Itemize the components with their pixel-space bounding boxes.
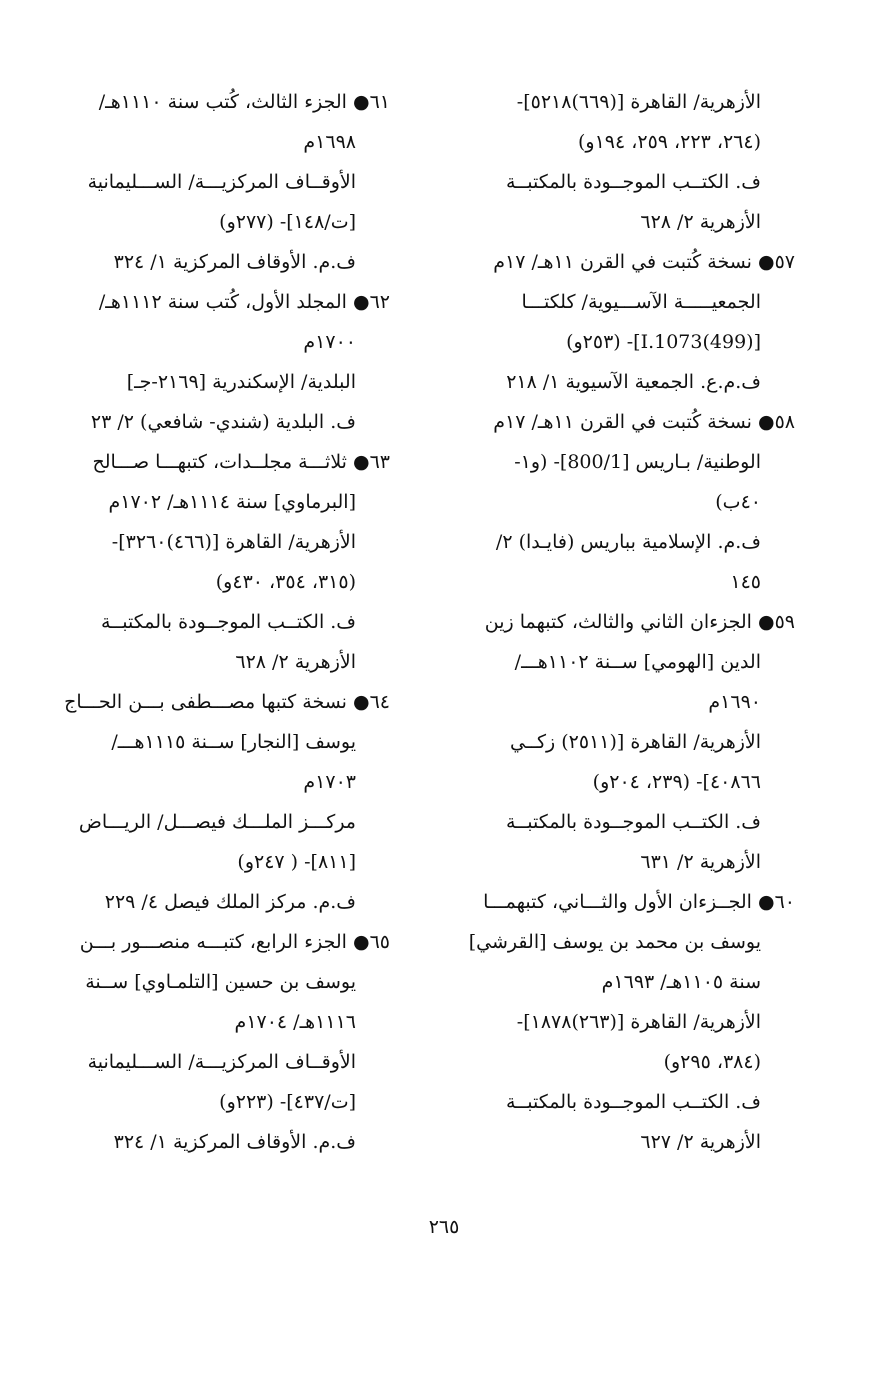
entry-line: [٨١١]- ( ٢٤٧و) <box>237 851 356 873</box>
entry-line: (٢٦٤، ٢٢٣، ٢٥٩، ١٩٤و) <box>577 131 761 153</box>
entry-line: (٣١٥، ٣٥٤، ٤٣٠و) <box>215 571 356 593</box>
entry-line: الأزهرية/ القاهرة [(٢٥١١) زكــي <box>510 731 761 753</box>
entry-heading: ٦٢● المجلد الأول، كُتب سنة ١١١٢هـ/ <box>98 291 390 313</box>
entry-line: ١٧٠٣م <box>303 771 356 793</box>
entry-line: يوسف [النجار] ســنة ١١١٥هـــ/ <box>111 731 356 753</box>
entry-heading: ٦٠● الجــزءان الأول والثـــاني، كتبهمـــا <box>483 891 795 913</box>
entry-line: ف. الكتــب الموجــودة بالمكتبــة <box>505 1091 761 1113</box>
entry-line: الأزهرية ٢/ ٦٢٨ <box>640 211 761 233</box>
entry-line: ف.م. الأوقاف المركزية ١/ ٣٢٤ <box>113 1131 356 1153</box>
entry-line: ف.م. الأوقاف المركزية ١/ ٣٢٤ <box>113 251 356 273</box>
entry-line: ٤٠ب) <box>715 491 761 513</box>
entry-line: الأوقــاف المركزيـــة/ الســـليمانية <box>87 171 356 193</box>
entry-line: ف. البلدية (شندي- شافعي) ٢/ ٢٣ <box>90 411 356 433</box>
entry-heading: ٦٤● نسخة كتبها مصـــطفى بـــن الحـــاج <box>64 691 390 713</box>
entry-line: ف.م. الإسلامية بباريس (فايـدا) ٢/ <box>495 531 761 553</box>
entry-line: ف.م.ع. الجمعية الآسيوية ١/ ٢١٨ <box>506 371 761 393</box>
entry-line: ف. الكتــب الموجــودة بالمكتبــة <box>505 171 761 193</box>
entry-line: يوسف بن حسين [التلمـاوي] ســنة <box>85 971 356 993</box>
entry-line: الأزهرية/ القاهرة [(٦٦٩)٥٢١٨]- <box>516 91 761 113</box>
left-column <box>40 82 390 1162</box>
entry-heading: ٦٥● الجزء الرابع، كتبـــه منصـــور بـــن <box>79 931 390 953</box>
entry-heading: ٦٣● ثلاثـــة مجلــدات، كتبهـــا صـــالح <box>92 451 390 473</box>
right-column <box>445 82 795 1162</box>
entry-line: الأزهرية ٢/ ٦٣١ <box>640 851 761 873</box>
entry-line: ٤٠٨٦٦]- (٢٣٩، ٢٠٤و) <box>592 771 761 793</box>
entry-line: الأزهرية ٢/ ٦٢٧ <box>640 1131 761 1153</box>
entry-line: ١٦٩٠م <box>708 691 761 713</box>
entry-line: ١٦٩٨م <box>303 131 356 153</box>
entry-line: سنة ١١٠٥هـ/ ١٦٩٣م <box>601 971 761 993</box>
entry-line: ١١١٦هـ/ ١٧٠٤م <box>234 1011 356 1033</box>
entry-line: البلدية/ الإسكندرية [٢١٦٩-جـ] <box>126 371 356 393</box>
entry-line: ف.م. مركز الملك فيصل ٤/ ٢٢٩ <box>104 891 356 913</box>
entry-line: يوسف بن محمد بن يوسف [القرشي] <box>468 931 761 953</box>
page-number: ٢٦٥ <box>428 1216 460 1238</box>
entry-line: [I.1073(499)]- (٢٥٣و) <box>566 331 761 353</box>
entry-line: [ت/١٤٨]- (٢٧٧و) <box>219 211 356 233</box>
entry-line: (٣٨٤، ٢٩٥و) <box>663 1051 761 1073</box>
entry-heading: ٥٧● نسخة كُتبت في القرن ١١هـ/ ١٧م <box>493 251 795 273</box>
entry-heading: ٥٩● الجزءان الثاني والثالث، كتبهما زين <box>484 611 795 633</box>
entry-line: الدين [الهومي] ســنة ١١٠٢هـــ/ <box>514 651 761 673</box>
entry-line: ١٧٠٠م <box>303 331 356 353</box>
entry-line: الأزهرية/ القاهرة [(٤٦٦)٣٢٦٠]- <box>111 531 356 553</box>
entry-heading: ٥٨● نسخة كُتبت في القرن ١١هـ/ ١٧م <box>493 411 795 433</box>
entry-line: [ت/٤٣٧]- (٢٢٣و) <box>219 1091 356 1113</box>
entry-line: الأزهرية/ القاهرة [(٢٦٣)١٨٧٨]- <box>516 1011 761 1033</box>
entry-heading: ٦١● الجزء الثالث، كُتب سنة ١١١٠هـ/ <box>98 91 390 113</box>
entry-line: ف. الكتــب الموجــودة بالمكتبــة <box>100 611 356 633</box>
entry-line: الجمعيـــــة الآســـيوية/ كلكتـــا <box>521 291 761 313</box>
entry-line: الوطنية/ بـاريس [800/1]- (و١- <box>514 451 761 473</box>
entry-line: ١٤٥ <box>730 571 761 593</box>
entry-line: الأوقــاف المركزيـــة/ الســـليمانية <box>87 1051 356 1073</box>
entry-line: الأزهرية ٢/ ٦٢٨ <box>235 651 356 673</box>
entry-line: ف. الكتــب الموجــودة بالمكتبــة <box>505 811 761 833</box>
entry-line: [البرماوي] سنة ١١١٤هـ/ ١٧٠٢م <box>108 491 356 513</box>
entry-line: مركـــز الملـــك فيصـــل/ الريـــاض <box>78 811 356 833</box>
